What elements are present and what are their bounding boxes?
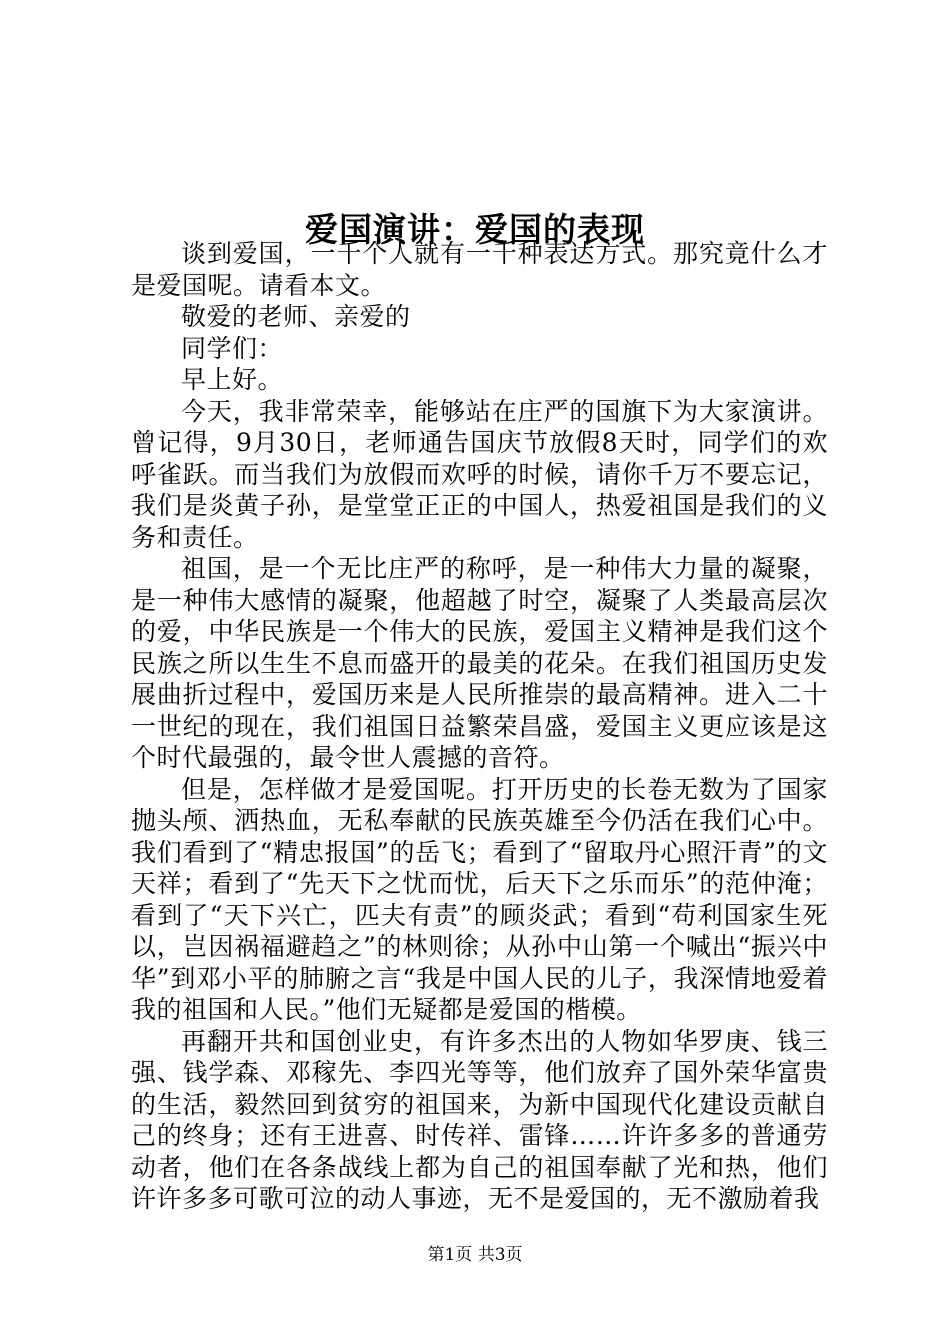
paragraph-body: 再翻开共和国创业史，有许多杰出的人物如华罗庚、钱三强、钱学森、邓稼先、李四光等等，他们放弃了国外荣华富贵的生活，毅然回到贫穷的祖国来，为新中国现代化建设贡献自己的终身；还有王进喜、时传祥、雷锋……许许多多的普通劳动者，他们在各条战线上都为自己的祖国奉献了光和热，他们许许多多可歌可泣的动人事迹，无不是爱国的，无不激励着我 [131,1026,828,1213]
paragraph-body: 今天，我非常荣幸，能够站在庄严的国旗下为大家演讲。曾记得，9月30日，老师通告国庆节放假8天时，同学们的欢呼雀跃。而当我们为放假而欢呼的时候，请你千万不要忘记，我们是炎黄子孙，是堂堂正正的中国人，热爱祖国是我们的义务和责任。 [131,396,828,552]
paragraph-body: 祖国，是一个无比庄严的称呼，是一种伟大力量的凝聚，是一种伟大感情的凝聚，他超越了时空，凝聚了人类最高层次的爱，中华民族是一个伟大的民族，爱国主义精神是我们这个民族之所以生生不息而盛开的最美的花朵。在我们祖国历史发展曲折过程中，爱国历来是人民所推崇的最高精神。进入二十一世纪的现在，我们祖国日益繁荣昌盛，爱国主义更应该是这个时代最强的，最令世人震撼的音符。 [131,554,828,772]
paragraph-salutation-teachers: 敬爱的老师、亲爱的 [181,302,411,331]
paragraph-greeting: 早上好。 [181,365,284,394]
paragraph-intro: 谈到爱国，一千个人就有一千种表达方式。那究竟什么才是爱国呢。请看本文。 [131,239,828,300]
document-title: 爱国演讲：爱国的表现 [305,210,645,250]
paragraph-body: 但是，怎样做才是爱国呢。打开历史的长卷无数为了国家抛头颅、洒热血，无私奉献的民族英雄至今仍活在我们心中。我们看到了“精忠报国”的岳飞；看到了“留取丹心照汗青”的文天祥；看到了“先天下之忧而忧，后天下之乐而乐”的范仲淹；看到了“天下兴亡，匹夫有责”的顾炎武；看到“苟利国家生死以，岂因祸福避趋之”的林则徐；从孙中山第一个喊出“振兴中华”到邓小平的肺腑之言“我是中国人民的儿子，我深情地爱着我的祖国和人民。”他们无疑都是爱国的楷模。 [131,774,828,1024]
page-number-footer: 第1页 共3页 [427,1245,523,1265]
document-body [131,238,828,1215]
paragraph-salutation-students: 同学们： [181,333,284,363]
